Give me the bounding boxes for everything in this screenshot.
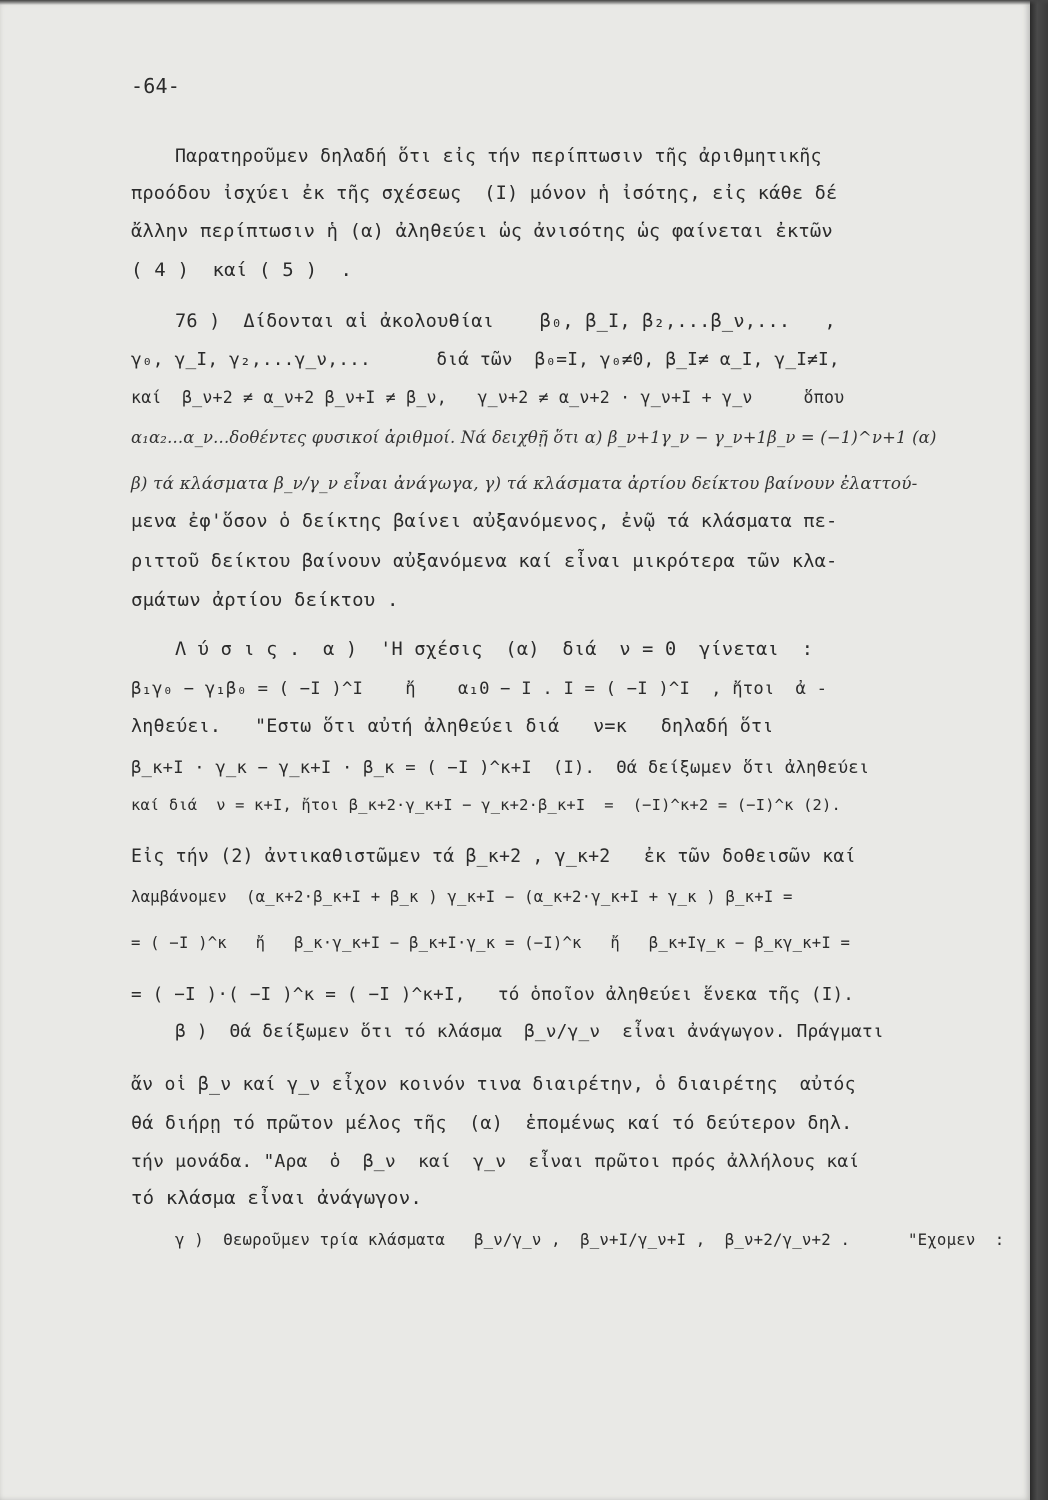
text-line-15: ληθεύει. "Εστω ὅτι αὐτή ἀληθεύει διά ν=κ δηλαδή ὅτι — [131, 716, 774, 737]
scan-shadow-right — [1030, 0, 1048, 1500]
text-line-3: ἄλλην περίπτωσιν ἡ (α) ἀληθεύει ὡς ἀνισότης ὡς φαίνεται ἐκτῶν — [131, 221, 833, 242]
page-number: -64- — [131, 74, 180, 98]
scan-shadow-top — [0, 0, 1048, 5]
text-line-21: = ( −I )·( −I )^κ = ( −I )^κ+I, τό ὁποῖον ἀληθεύει ἕνεκα τῆς (I). — [131, 985, 855, 1005]
text-line-22: β ) Θά δείξωμεν ὅτι τό κλάσμα β_ν/γ_ν εἶναι ἀνάγωγον. Πράγματι — [175, 1021, 884, 1042]
text-line-23: ἄν οἱ β_ν καί γ_ν εἶχον κοινόν τινα διαιρέτην, ὁ διαιρέτης αὐτός — [131, 1074, 856, 1095]
text-line-26: τό κλάσμα εἶναι ἀνάγωγον. — [131, 1187, 422, 1209]
text-line-6: γ₀, γ_I, γ₂,...γ_ν,... διά τῶν β₀=I, γ₀≠0, β_I≠ α_I, γ_I≠I, — [131, 349, 840, 370]
text-line-10: μενα ἐφ'ὅσον ὁ δείκτης βαίνει αὐξανόμενος, ἐνῷ τά κλάσματα πε- — [131, 511, 838, 532]
handwritten-line-1: α₁α₂...α_ν...δοθέντες φυσικοί ἀριθμοί. Νά δειχθῇ ὅτι α) β_ν+1γ_ν − γ_ν+1β_ν = (−1)^ν+1 (α) — [131, 428, 937, 447]
text-line-12: σμάτων ἀρτίου δείκτου . — [131, 589, 399, 611]
text-line-19: λαμβάνομεν (α_κ+2·β_κ+I + β_κ ) γ_κ+I − (α_κ+2·γ_κ+I + γ_κ ) β_κ+I = — [131, 888, 793, 906]
text-line-20: = ( −I )^κ ἤ β_κ·γ_κ+I − β_κ+I·γ_κ = (−I)^κ ἤ β_κ+Iγ_κ − β_κγ_κ+I = — [131, 934, 851, 952]
text-line-5: 76 ) Δίδονται αἱ ἀκολουθίαι β₀, β_I, β₂,...β_ν,... , — [175, 311, 836, 332]
text-line-2: προόδου ἰσχύει ἐκ τῆς σχέσεως (I) μόνον ἡ ἰσότης, εἰς κάθε δέ — [131, 183, 838, 204]
text-line-17: καί διά ν = κ+I, ἤτοι β_κ+2·γ_κ+I − γ_κ+2·β_κ+I = (−I)^κ+2 = (−I)^κ (2). — [131, 796, 841, 814]
text-line-1: Παρατηροῦμεν δηλαδή ὅτι εἰς τήν περίπτωσιν τῆς ἀριθμητικῆς — [175, 146, 822, 167]
text-line-7: καί β_ν+2 ≠ α_ν+2 β_ν+I ≠ β_ν, γ_ν+2 ≠ α_ν+2 · γ_ν+I + γ_ν ὅπου — [131, 388, 845, 407]
text-line-25: τήν μονάδα. "Αρα ὁ β_ν καί γ_ν εἶναι πρῶτοι πρός ἀλλήλους καί — [131, 1151, 860, 1172]
text-line-18: Εἰς τήν (2) ἀντικαθιστῶμεν τά β_κ+2 , γ_κ+2 ἐκ τῶν δοθεισῶν καί — [131, 846, 856, 867]
handwritten-line-2: β) τά κλάσματα β_ν/γ_ν εἶναι ἀνάγωγα, γ) τά κλάσματα ἀρτίου δείκτου βαίνουν ἐλαττού- — [131, 473, 918, 493]
text-line-14: β₁γ₀ − γ₁β₀ = ( −I )^I ἤ α₁0 − I . I = ( −I )^I , ἤτοι ἀ - — [131, 679, 828, 699]
text-line-11: ριττοῦ δείκτου βαίνουν αὐξανόμενα καί εἶναι μικρότερα τῶν κλα- — [131, 551, 838, 572]
text-line-13: Λ ύ σ ι ς . α ) 'Η σχέσις (α) διά ν = 0 γίνεται : — [175, 639, 814, 660]
text-line-24: θά διήρῃ τό πρῶτον μέλος τῆς (α) ἑπομένως καί τό δεύτερον δηλ. — [131, 1113, 853, 1134]
text-line-16: β_κ+I · γ_κ − γ_κ+I · β_κ = ( −I )^κ+I (I). Θά δείξωμεν ὅτι ἀληθεύει — [131, 758, 870, 778]
text-line-27: γ ) Θεωροῦμεν τρία κλάσματα β_ν/γ_ν , β_ν+I/γ_ν+I , β_ν+2/γ_ν+2 . "Εχομεν : — [175, 1230, 1005, 1249]
text-line-4: ( 4 ) καί ( 5 ) . — [131, 259, 353, 281]
